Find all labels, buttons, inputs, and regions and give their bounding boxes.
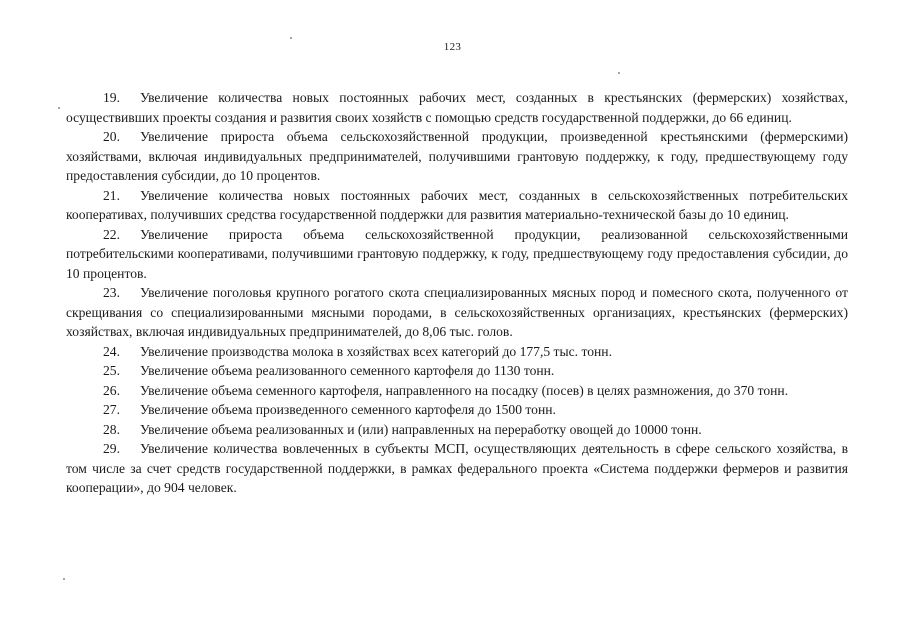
scan-speck [63,578,65,580]
item-text: Увеличение прироста объема сельскохозяйственной продукции, реализованной сельскохозяйственными потребительскими кооперативами, получившими грантовую поддержку, к году, предшествующему году предоставления субсидии, до 10 процентов. [66,226,848,281]
item-text: Увеличение количества новых постоянных рабочих мест, созданных в крестьянских (фермерских) хозяйствах, осуществивших проекты создания и развития своих хозяйств с помощью средств государственной поддержки, до 66 единиц. [66,90,848,125]
list-item [66,381,848,401]
list-item [66,225,848,284]
list-item [66,127,848,186]
list-item [66,283,848,342]
scan-speck [290,37,292,39]
item-text: Увеличение производства молока в хозяйствах всех категорий до 177,5 тыс. тонн. [140,343,612,359]
item-number: 21. [103,187,120,203]
item-text: Увеличение объема реализованных и (или) направленных на переработку овощей до 10000 тонн. [140,421,702,437]
item-number: 25. [103,363,120,378]
item-text: Увеличение прироста объема сельскохозяйственной продукции, произведенной крестьянскими (фермерскими) хозяйствами, включая индивидуальных предпринимателей, получившими грантовую поддержку, к году, предшествующему году предоставления субсидии, до 10 процентов. [66,129,848,183]
scan-speck [618,72,620,74]
list-item [66,439,848,498]
item-number: 20. [103,129,120,144]
item-number: 19. [103,90,120,105]
list-item [66,361,848,381]
item-number: 26. [103,382,120,398]
item-text: Увеличение объема семенного картофеля, направленного на посадку (посев) в целях размножения, до 370 тонн. [140,382,789,398]
list-item [66,186,848,225]
item-number: 27. [103,402,120,417]
item-text: Увеличение поголовья крупного рогатого скота специализированных мясных пород и помесного скота, полученного от скрещивания со специализированными мясными породами, в сельскохозяйственных организациях, крестьянских (фермерских) хозяйствах, включая индивидуальных предпринимателей, до 8,06 тыс. голов. [66,285,848,339]
list-item [66,420,848,440]
document-body [66,88,848,498]
list-item [66,400,848,420]
page-number: 123 [443,41,462,53]
list-item [66,342,848,362]
item-text: Увеличение объема реализованного семенного картофеля до 1130 тонн. [140,363,555,378]
item-number: 28. [103,421,120,437]
item-number: 22. [103,226,120,242]
scan-speck [58,107,60,109]
item-number: 29. [103,441,120,456]
item-text: Увеличение объема произведенного семенного картофеля до 1500 тонн. [140,402,556,417]
list-item [66,88,848,127]
item-text: Увеличение количества новых постоянных рабочих мест, созданных в сельскохозяйственных потребительских кооперативах, получивших средства государственной поддержки для развития материально-технической базы до 10 единиц. [66,187,848,222]
item-number: 24. [103,343,120,359]
item-number: 23. [103,285,120,300]
item-text: Увеличение количества вовлеченных в субъекты МСП, осуществляющих деятельность в сфере сельского хозяйства, в том числе за счет средств государственной поддержки, в рамках федерального проекта «Система поддержки фермеров и развития кооперации», до 904 человек. [66,441,848,495]
